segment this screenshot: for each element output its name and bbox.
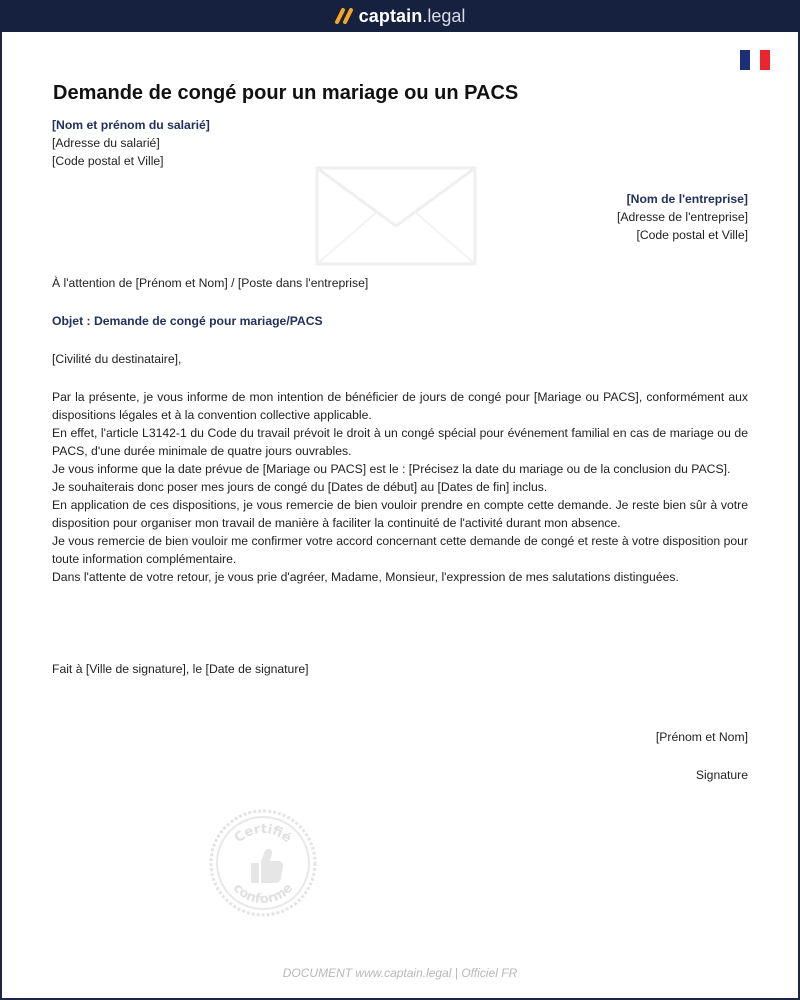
sender-name: [Nom et prénom du salarié] [52,118,210,132]
body-paragraph: Je vous remercie de bien vouloir me confirmer votre accord concernant cette demande de congé et reste à votre disposition pour toute information complémentaire. [52,534,748,566]
stamp-top-text: Certifié [231,821,295,847]
envelope-watermark-icon [315,166,477,266]
flag-stripe-white [750,50,760,70]
document-footer: DOCUMENT www.captain.legal | Officiel FR [282,966,518,980]
stamp-bottom-text: conforme [229,880,297,908]
top-bar [0,0,800,32]
document-page [2,32,798,998]
flag-stripe-red [760,50,770,70]
body-paragraph: Je souhaiterais donc poser mes jours de congé du [Dates de début] au [Dates de fin] inclus. [52,480,548,494]
svg-text:Certifié [232,822,295,846]
french-flag-icon [740,50,770,70]
signature-label: Signature [695,768,748,782]
captain-logo-icon [335,8,355,24]
certified-stamp-icon [207,807,319,919]
recipient-name: [Nom de l'entreprise] [626,192,748,206]
flag-stripe-blue [740,50,750,70]
attention-line: À l'attention de [Prénom et Nom] / [Poste dans l'entreprise] [52,276,369,290]
body-paragraph: En application de ces dispositions, je vous remercie de bien vouloir prendre en compte cette demande. Je reste bien sûr à votre disposition pour organiser mon travail de manière à faciliter la continuité de l'activité durant mon absence. [52,498,748,530]
document-title: Demande de congé pour un mariage ou un PACS [53,82,519,104]
body-paragraph: Dans l'attente de votre retour, je vous prie d'agréer, Madame, Monsieur, l'expression de mes salutations distinguées. [52,570,679,584]
signatory-name: [Prénom et Nom] [655,730,748,744]
brand-tld: .legal [422,5,466,26]
recipient-city: [Code postal et Ville] [636,228,748,242]
brand-logo[interactable] [335,6,466,27]
body-paragraph: Par la présente, je vous informe de mon intention de bénéficier de jours de congé pour [Mariage ou PACS], conformément aux dispositions légales et à la convention collective applicable. [52,390,748,422]
place-date-line: Fait à [Ville de signature], le [Date de signature] [52,662,309,676]
sender-address: [Adresse du salarié] [52,136,160,150]
brand-name: captain [358,5,423,26]
letter-body [52,388,748,586]
salutation: [Civilité du destinataire], [52,352,182,366]
recipient-address: [Adresse de l'entreprise] [616,210,748,224]
body-paragraph: En effet, l'article L3142-1 du Code du travail prévoit le droit à un congé spécial pour événement familial en cas de mariage ou de PACS, d'une durée minimale de quatre jours ouvrables. [52,426,748,458]
subject-line: Objet : Demande de congé pour mariage/PACS [52,314,323,328]
sender-city: [Code postal et Ville] [52,154,164,168]
body-paragraph: Je vous informe que la date prévue de [Mariage ou PACS] est le : [Précisez la date du mariage ou de la conclusion du PACS]. [52,462,731,476]
